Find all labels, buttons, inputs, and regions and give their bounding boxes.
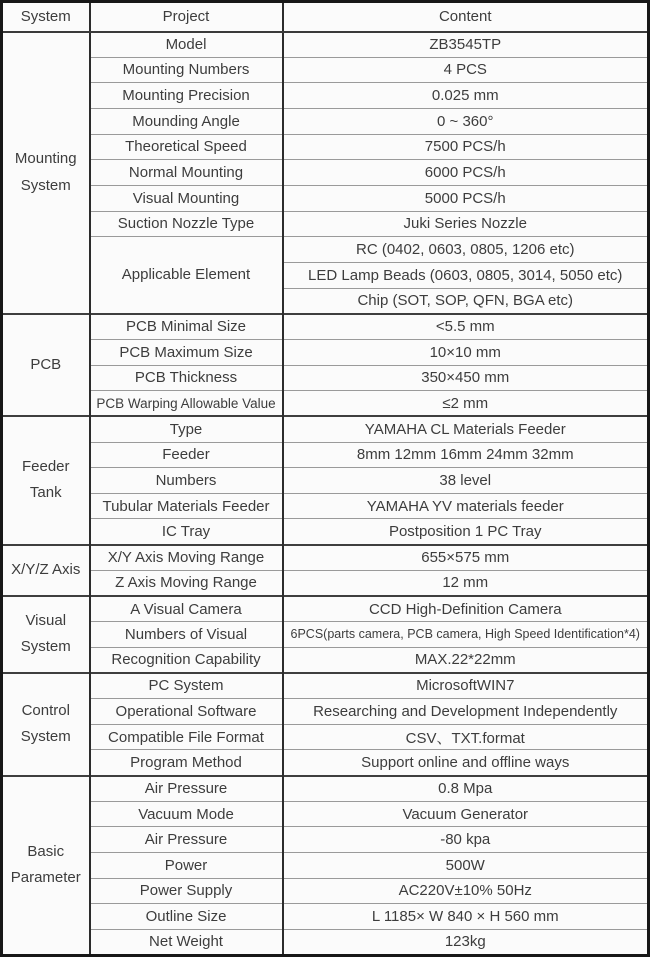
content-cell: <5.5 mm bbox=[283, 314, 649, 340]
table-row bbox=[2, 904, 649, 930]
header-row bbox=[2, 2, 649, 32]
content-cell: 0 ~ 360° bbox=[283, 108, 649, 134]
table-row bbox=[2, 750, 649, 776]
table-row bbox=[2, 878, 649, 904]
content-cell: Researching and Development Independently bbox=[283, 699, 649, 725]
table-row bbox=[2, 776, 649, 802]
project-cell: Compatible File Format bbox=[90, 724, 283, 750]
content-cell: 123kg bbox=[283, 929, 649, 955]
project-cell: Power Supply bbox=[90, 878, 283, 904]
content-cell: CCD High-Definition Camera bbox=[283, 596, 649, 622]
project-cell: Feeder bbox=[90, 442, 283, 468]
content-cell: LED Lamp Beads (0603, 0805, 3014, 5050 etc) bbox=[283, 262, 649, 288]
project-cell: Suction Nozzle Type bbox=[90, 211, 283, 237]
table-row bbox=[2, 32, 649, 58]
table-row bbox=[2, 493, 649, 519]
content-cell: 10×10 mm bbox=[283, 339, 649, 365]
table-row bbox=[2, 545, 649, 571]
table-row bbox=[2, 519, 649, 545]
project-cell: PCB Warping Allowable Value bbox=[90, 391, 283, 417]
content-cell: 6000 PCS/h bbox=[283, 160, 649, 186]
table-row bbox=[2, 699, 649, 725]
system-cell: Feeder Tank bbox=[2, 416, 90, 544]
project-cell: Mounting Precision bbox=[90, 83, 283, 109]
content-cell: Chip (SOT, SOP, QFN, BGA etc) bbox=[283, 288, 649, 314]
content-cell: MAX.22*22mm bbox=[283, 647, 649, 673]
project-cell: Air Pressure bbox=[90, 827, 283, 853]
table-row bbox=[2, 673, 649, 699]
table-row bbox=[2, 211, 649, 237]
spec-table-body bbox=[2, 32, 649, 956]
project-cell: PC System bbox=[90, 673, 283, 699]
table-row bbox=[2, 237, 649, 263]
table-row bbox=[2, 929, 649, 955]
system-cell: Control System bbox=[2, 673, 90, 776]
project-cell: Net Weight bbox=[90, 929, 283, 955]
system-cell: X/Y/Z Axis bbox=[2, 545, 90, 596]
project-cell: Program Method bbox=[90, 750, 283, 776]
table-row bbox=[2, 134, 649, 160]
content-cell: CSV、TXT.format bbox=[283, 724, 649, 750]
project-cell: Numbers bbox=[90, 468, 283, 494]
table-row bbox=[2, 827, 649, 853]
content-cell: 4 PCS bbox=[283, 57, 649, 83]
table-row bbox=[2, 57, 649, 83]
content-cell: MicrosoftWIN7 bbox=[283, 673, 649, 699]
content-cell: -80 kpa bbox=[283, 827, 649, 853]
project-cell: Air Pressure bbox=[90, 776, 283, 802]
project-cell: Model bbox=[90, 32, 283, 58]
table-row bbox=[2, 724, 649, 750]
content-cell: 38 level bbox=[283, 468, 649, 494]
project-cell: X/Y Axis Moving Range bbox=[90, 545, 283, 571]
header-content: Content bbox=[283, 2, 649, 32]
project-cell: Mounding Angle bbox=[90, 108, 283, 134]
table-row bbox=[2, 468, 649, 494]
project-cell: Theoretical Speed bbox=[90, 134, 283, 160]
table-row bbox=[2, 391, 649, 417]
table-row bbox=[2, 801, 649, 827]
table-row bbox=[2, 83, 649, 109]
content-cell: YAMAHA YV materials feeder bbox=[283, 493, 649, 519]
content-cell: 5000 PCS/h bbox=[283, 185, 649, 211]
content-cell: AC220V±10% 50Hz bbox=[283, 878, 649, 904]
project-cell: PCB Maximum Size bbox=[90, 339, 283, 365]
system-cell: Basic Parameter bbox=[2, 776, 90, 956]
content-cell: Vacuum Generator bbox=[283, 801, 649, 827]
table-row bbox=[2, 108, 649, 134]
project-cell: IC Tray bbox=[90, 519, 283, 545]
table-row bbox=[2, 647, 649, 673]
project-cell: Normal Mounting bbox=[90, 160, 283, 186]
content-cell: 500W bbox=[283, 853, 649, 879]
project-cell: PCB Minimal Size bbox=[90, 314, 283, 340]
project-cell: Power bbox=[90, 853, 283, 879]
project-cell: Type bbox=[90, 416, 283, 442]
project-cell: Z Axis Moving Range bbox=[90, 570, 283, 596]
content-cell: RC (0402, 0603, 0805, 1206 etc) bbox=[283, 237, 649, 263]
header-system: System bbox=[2, 2, 90, 32]
content-cell: ≤2 mm bbox=[283, 391, 649, 417]
table-row bbox=[2, 185, 649, 211]
table-row bbox=[2, 365, 649, 391]
header-project: Project bbox=[90, 2, 283, 32]
system-cell: Visual System bbox=[2, 596, 90, 673]
content-cell: 655×575 mm bbox=[283, 545, 649, 571]
content-cell: 350×450 mm bbox=[283, 365, 649, 391]
content-cell: 7500 PCS/h bbox=[283, 134, 649, 160]
table-row bbox=[2, 442, 649, 468]
table-row bbox=[2, 853, 649, 879]
system-cell: PCB bbox=[2, 314, 90, 417]
content-cell: 0.025 mm bbox=[283, 83, 649, 109]
project-cell: Vacuum Mode bbox=[90, 801, 283, 827]
project-cell: Numbers of Visual bbox=[90, 622, 283, 648]
project-cell: Mounting Numbers bbox=[90, 57, 283, 83]
table-row bbox=[2, 160, 649, 186]
project-cell: Outline Size bbox=[90, 904, 283, 930]
project-cell: PCB Thickness bbox=[90, 365, 283, 391]
project-cell: Visual Mounting bbox=[90, 185, 283, 211]
content-cell: YAMAHA CL Materials Feeder bbox=[283, 416, 649, 442]
content-cell: Postposition 1 PC Tray bbox=[283, 519, 649, 545]
content-cell: 12 mm bbox=[283, 570, 649, 596]
table-row bbox=[2, 339, 649, 365]
project-cell: Operational Software bbox=[90, 699, 283, 725]
project-cell: Tubular Materials Feeder bbox=[90, 493, 283, 519]
content-cell: Support online and offline ways bbox=[283, 750, 649, 776]
content-cell: ZB3545TP bbox=[283, 32, 649, 58]
project-cell: Applicable Element bbox=[90, 237, 283, 314]
project-cell: Recognition Capability bbox=[90, 647, 283, 673]
content-cell: L 1185× W 840 × H 560 mm bbox=[283, 904, 649, 930]
table-row bbox=[2, 570, 649, 596]
project-cell: A Visual Camera bbox=[90, 596, 283, 622]
table-row bbox=[2, 596, 649, 622]
table-row bbox=[2, 314, 649, 340]
content-cell: 0.8 Mpa bbox=[283, 776, 649, 802]
table-row bbox=[2, 622, 649, 648]
table-row bbox=[2, 416, 649, 442]
system-cell: Mounting System bbox=[2, 32, 90, 314]
content-cell: 8mm 12mm 16mm 24mm 32mm bbox=[283, 442, 649, 468]
content-cell: 6PCS(parts camera, PCB camera, High Speed Identification*4) bbox=[283, 622, 649, 648]
content-cell: Juki Series Nozzle bbox=[283, 211, 649, 237]
